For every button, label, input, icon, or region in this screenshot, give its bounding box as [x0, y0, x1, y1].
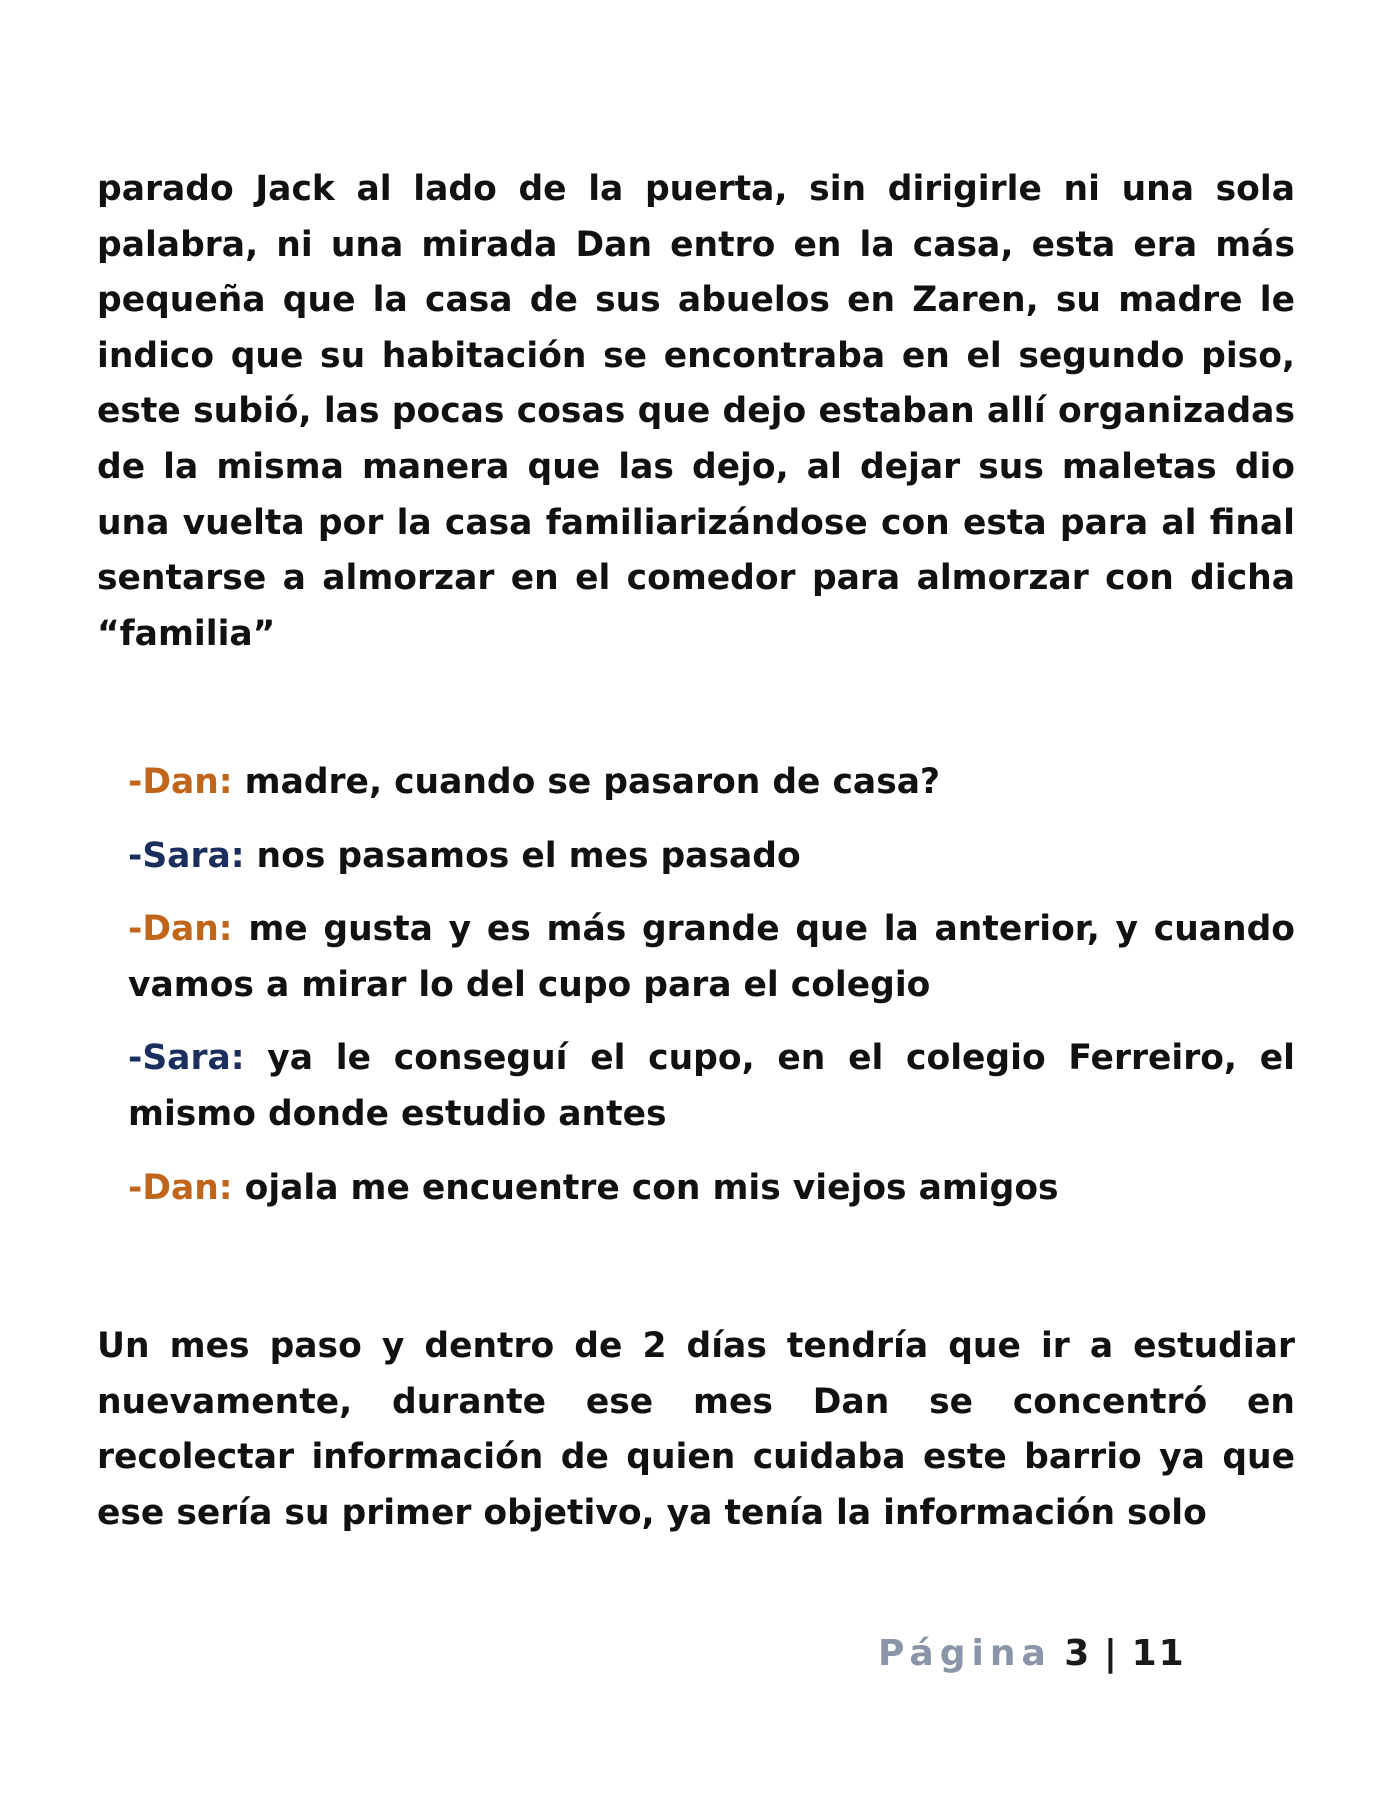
- speaker-sara: -Sara:: [128, 1038, 245, 1079]
- dialogue-text: me gusta y es más grande que la anterior, y cuando vamos a mirar lo del cupo para el colegio: [128, 909, 1295, 1005]
- page-label: Página: [878, 1633, 1052, 1674]
- speaker-dan: -Dan:: [128, 1167, 233, 1208]
- dialogue-text: nos pasamos el mes pasado: [244, 835, 801, 876]
- dialogue-line: [128, 755, 1295, 811]
- dialogue-text: ojala me encuentre con mis viejos amigos: [232, 1167, 1059, 1208]
- page-separator: |: [1103, 1633, 1120, 1674]
- page-total: 11: [1131, 1633, 1186, 1674]
- dialogue-line: [128, 1031, 1295, 1142]
- page-current: 3: [1064, 1633, 1092, 1674]
- speaker-dan: -Dan:: [128, 762, 233, 802]
- dialogue-line: [128, 1161, 1295, 1217]
- speaker-dan: -Dan:: [128, 909, 233, 950]
- dialogue-text: madre, cuando se pasaron de casa?: [232, 762, 941, 802]
- dialogue-line: [128, 829, 1295, 885]
- dialogue-text: ya le conseguí el cupo, en el colegio Ferreiro, el mismo donde estudio antes: [128, 1038, 1295, 1134]
- page-number-footer: [878, 1632, 1186, 1676]
- dialogue-block: [128, 755, 1295, 1234]
- dialogue-line: [128, 902, 1295, 1013]
- paragraph-narration-1: parado Jack al lado de la puerta, sin dirigirle ni una sola palabra, ni una mirada Dan entro en la casa, esta era más pequeña que la casa de sus abuelos en Zaren, su madre le indico que su habitación se encontraba en el segundo piso, este subió, las pocas cosas que dejo estaban allí organizadas de la misma manera que las dejo, al dejar sus maletas dio una vuelta por la casa familiarizándose con esta para al final sentarse a almorzar en el comedor para almorzar con dicha “familia”: [97, 169, 1295, 654]
- speaker-sara: -Sara:: [128, 835, 245, 876]
- paragraph-narration-2: Un mes paso y dentro de 2 días tendría que ir a estudiar nuevamente, durante ese mes Dan se concentró en recolectar información de quien cuidaba este barrio ya que ese sería su primer objetivo, ya tenía la información solo: [97, 1326, 1295, 1533]
